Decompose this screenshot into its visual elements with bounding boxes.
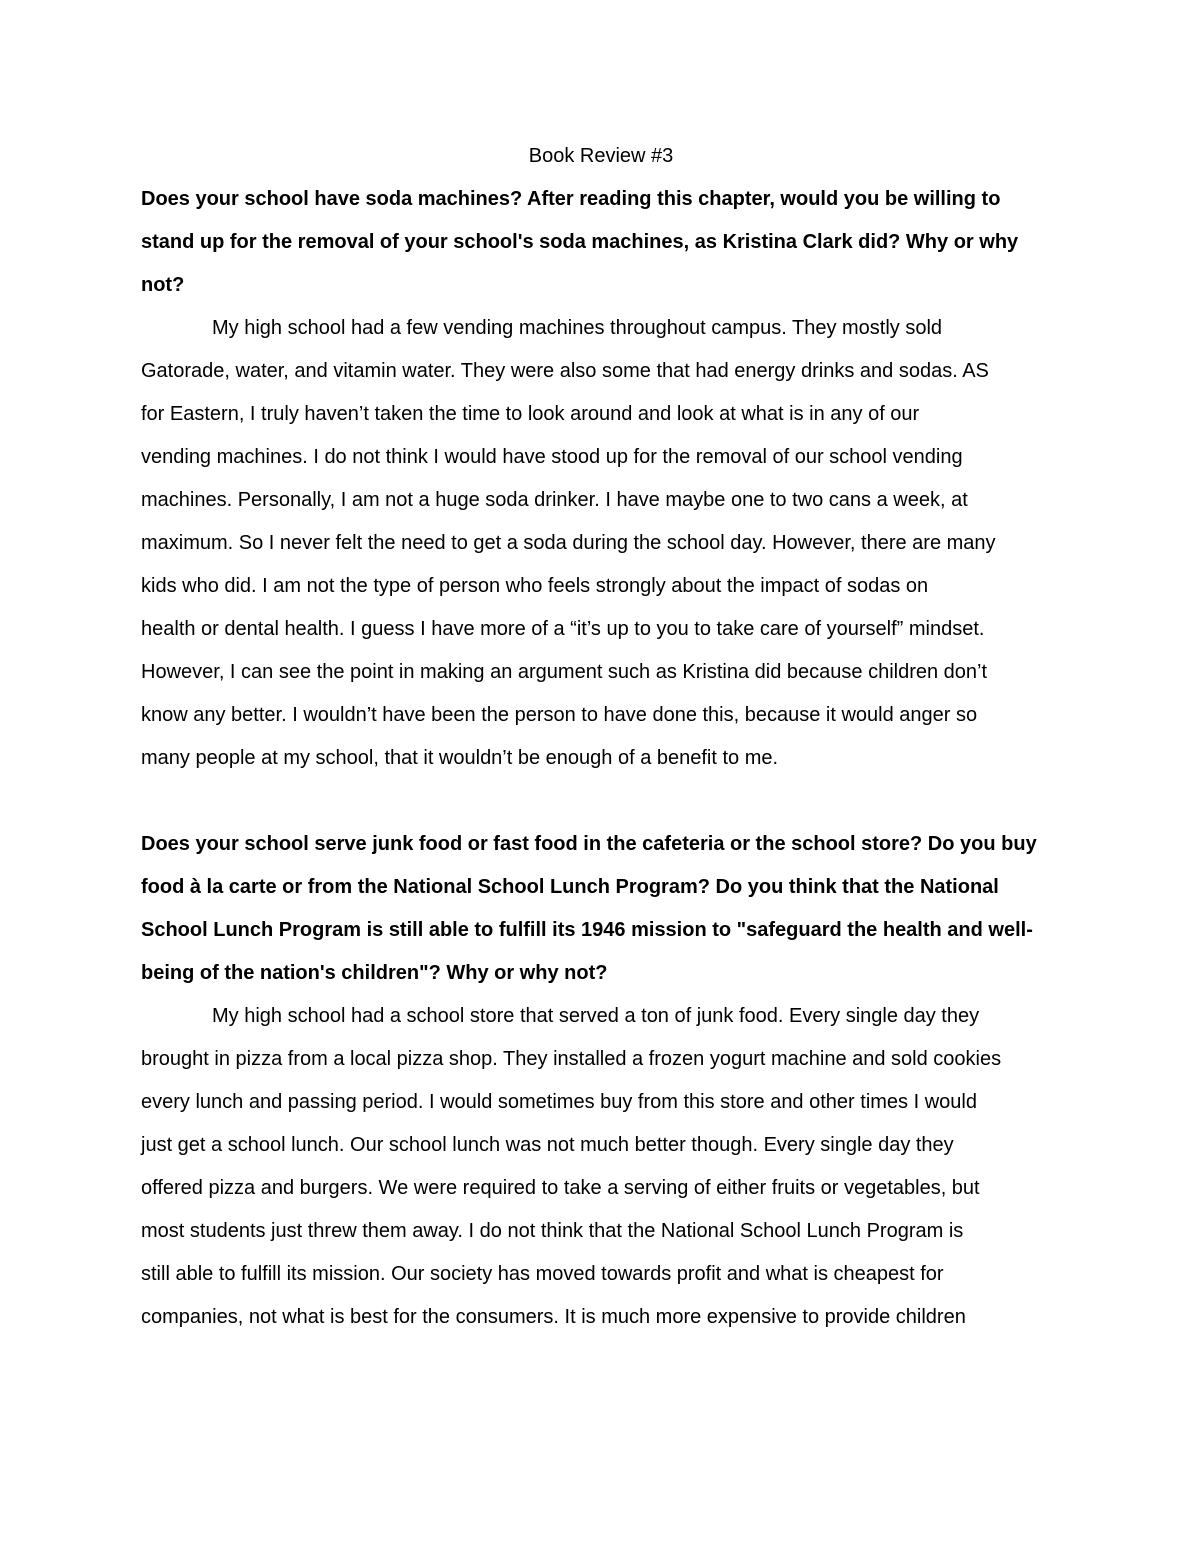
document-body: [141, 135, 1061, 1339]
question-line: stand up for the removal of your school's soda machines, as Kristina Clark did? Why or why: [141, 231, 1019, 253]
answer-line: maximum. So I never felt the need to get a soda during the school day. However, there are many: [141, 532, 996, 554]
answer-2: [141, 995, 1061, 1339]
answer-line: for Eastern, I truly haven’t taken the time to look around and look at what is in any of our: [141, 403, 920, 425]
answer-line: health or dental health. I guess I have more of a “it’s up to you to take care of yourself” mindset.: [141, 618, 985, 640]
question-2: [141, 823, 1061, 995]
answer-line: just get a school lunch. Our school lunch was not much better though. Every single day they: [141, 1134, 954, 1156]
answer-line: vending machines. I do not think I would have stood up for the removal of our school vending: [141, 446, 963, 468]
answer-line: most students just threw them away. I do not think that the National School Lunch Program is: [141, 1220, 964, 1242]
answer-line: offered pizza and burgers. We were required to take a serving of either fruits or vegetables, but: [141, 1177, 980, 1199]
question-line: not?: [141, 274, 185, 296]
question-line: School Lunch Program is still able to fulfill its 1946 mission to "safeguard the health and well-: [141, 919, 1033, 941]
question-line: Does your school serve junk food or fast food in the cafeteria or the school store? Do you buy: [141, 833, 1037, 855]
answer-line: My high school had a few vending machines throughout campus. They mostly sold: [212, 317, 943, 339]
answer-line: machines. Personally, I am not a huge soda drinker. I have maybe one to two cans a week, at: [141, 489, 968, 511]
question-line: being of the nation's children"? Why or why not?: [141, 962, 608, 984]
answer-line: brought in pizza from a local pizza shop. They installed a frozen yogurt machine and sold cookies: [141, 1048, 1002, 1070]
answer-line: My high school had a school store that served a ton of junk food. Every single day they: [212, 1005, 980, 1027]
document-title: Book Review #3: [528, 145, 674, 167]
paragraph-spacer: [141, 780, 1061, 823]
answer-line: kids who did. I am not the type of person who feels strongly about the impact of sodas on: [141, 575, 929, 597]
question-1: [141, 178, 1061, 307]
section-2: [141, 823, 1061, 1339]
answer-line: every lunch and passing period. I would sometimes buy from this store and other times I would: [141, 1091, 977, 1113]
answer-line: However, I can see the point in making an argument such as Kristina did because children don’t: [141, 661, 988, 683]
answer-line: many people at my school, that it wouldn’t be enough of a benefit to me.: [141, 747, 779, 769]
answer-line: know any better. I wouldn’t have been the person to have done this, because it would anger so: [141, 704, 978, 726]
question-line: food à la carte or from the National School Lunch Program? Do you think that the National: [141, 876, 999, 898]
answer-line: still able to fulfill its mission. Our society has moved towards profit and what is cheapest for: [141, 1263, 944, 1285]
answer-1: [141, 307, 1061, 780]
answer-line: Gatorade, water, and vitamin water. They were also some that had energy drinks and sodas. AS: [141, 360, 989, 382]
section-1: [141, 178, 1061, 780]
answer-line: companies, not what is best for the consumers. It is much more expensive to provide children: [141, 1306, 966, 1328]
question-line: Does your school have soda machines? After reading this chapter, would you be willing to: [141, 188, 1001, 210]
